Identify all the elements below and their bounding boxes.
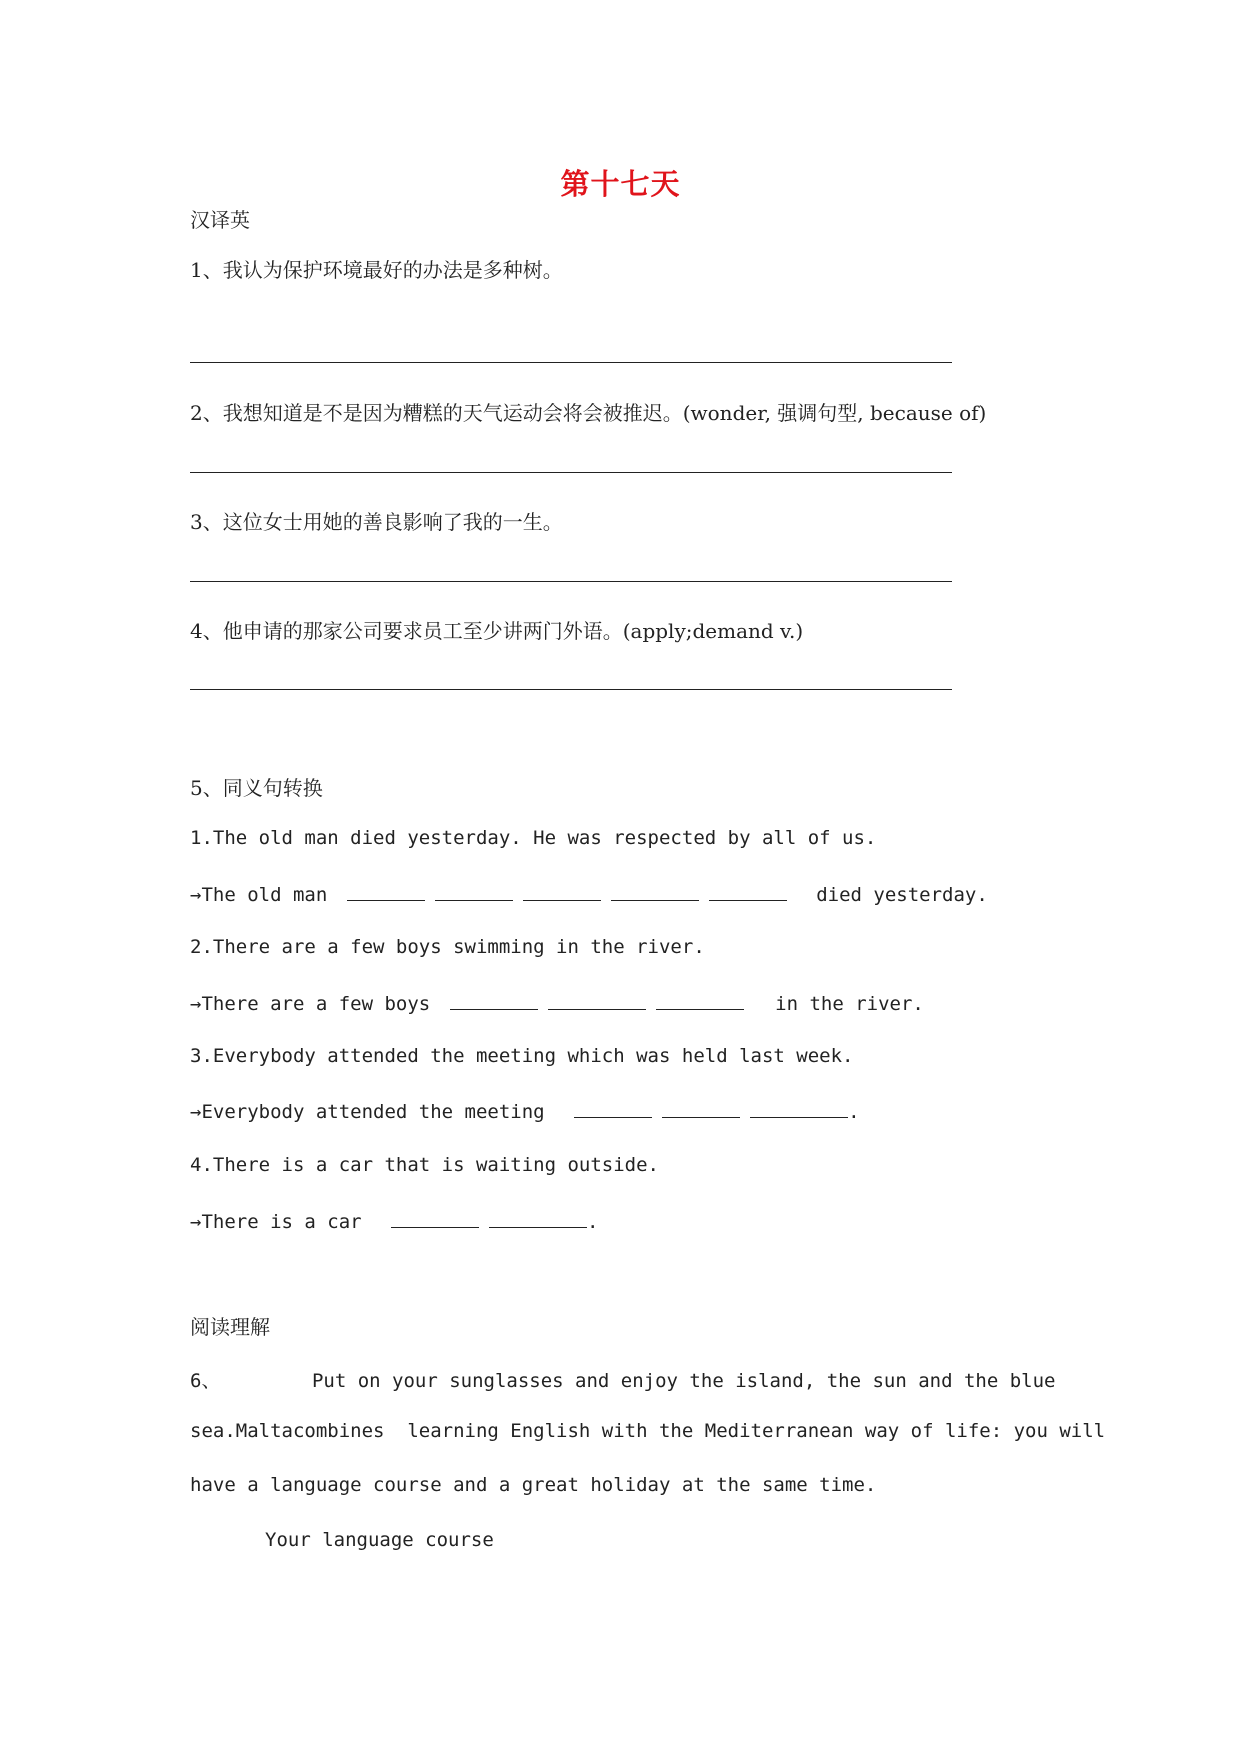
fill-blank[interactable] xyxy=(435,882,513,901)
answer-line-1 xyxy=(190,362,952,363)
fill-blank[interactable] xyxy=(750,1099,848,1118)
rewrite-prefix: →The old man xyxy=(190,884,328,906)
section-heading-synonym: 5、同义句转换 xyxy=(190,776,323,800)
translation-item-3: 3、这位女士用她的善良影响了我的一生。 xyxy=(190,510,563,534)
fill-blank[interactable] xyxy=(656,991,744,1010)
reading-paragraph-line-3: have a language course and a great holiday at the same time. xyxy=(190,1474,877,1496)
section-heading-reading: 阅读理解 xyxy=(190,1315,270,1339)
fill-blank[interactable] xyxy=(489,1209,587,1228)
reading-paragraph-line-2: sea.Maltacombines learning English with the Mediterranean way of life: you will xyxy=(190,1420,1106,1442)
fill-blank[interactable] xyxy=(662,1099,740,1118)
synonym-original-1: 1.The old man died yesterday. He was respected by all of us. xyxy=(190,827,877,849)
section-heading-translation: 汉译英 xyxy=(190,208,250,232)
fill-blank[interactable] xyxy=(574,1099,652,1118)
rewrite-prefix: →There are a few boys xyxy=(190,993,431,1015)
rewrite-prefix: →There is a car xyxy=(190,1211,362,1233)
rewrite-prefix: →Everybody attended the meeting xyxy=(190,1101,545,1123)
synonym-original-3: 3.Everybody attended the meeting which was held last week. xyxy=(190,1045,854,1067)
synonym-rewrite-1 xyxy=(190,882,988,906)
synonym-rewrite-4 xyxy=(190,1209,599,1233)
synonym-original-2: 2.There are a few boys swimming in the river. xyxy=(190,936,705,958)
fill-blank[interactable] xyxy=(548,991,646,1010)
synonym-rewrite-3 xyxy=(190,1099,860,1123)
translation-item-4: 4、他申请的那家公司要求员工至少讲两门外语。(apply;demand v.) xyxy=(190,619,804,643)
fill-blank[interactable] xyxy=(450,991,538,1010)
reading-subheading: Your language course xyxy=(265,1529,494,1551)
page-title: 第十七天 xyxy=(560,167,681,201)
rewrite-suffix: in the river. xyxy=(775,993,924,1015)
answer-line-4 xyxy=(190,689,952,690)
fill-blank[interactable] xyxy=(391,1209,479,1228)
fill-blank[interactable] xyxy=(523,882,601,901)
answer-line-2 xyxy=(190,472,952,473)
reading-paragraph-line-1: 6、 Put on your sunglasses and enjoy the island, the sun and the blue xyxy=(190,1370,1056,1392)
rewrite-suffix: died yesterday. xyxy=(816,884,988,906)
rewrite-suffix: . xyxy=(587,1211,599,1233)
answer-line-3 xyxy=(190,581,952,582)
translation-item-1: 1、我认为保护环境最好的办法是多种树。 xyxy=(190,258,563,282)
synonym-rewrite-2 xyxy=(190,991,924,1015)
fill-blank[interactable] xyxy=(611,882,699,901)
rewrite-suffix: . xyxy=(848,1101,860,1123)
translation-item-2: 2、我想知道是不是因为糟糕的天气运动会将会被推迟。(wonder, 强调句型, because of) xyxy=(190,401,987,425)
fill-blank[interactable] xyxy=(347,882,425,901)
fill-blank[interactable] xyxy=(709,882,787,901)
synonym-original-4: 4.There is a car that is waiting outside. xyxy=(190,1154,659,1176)
